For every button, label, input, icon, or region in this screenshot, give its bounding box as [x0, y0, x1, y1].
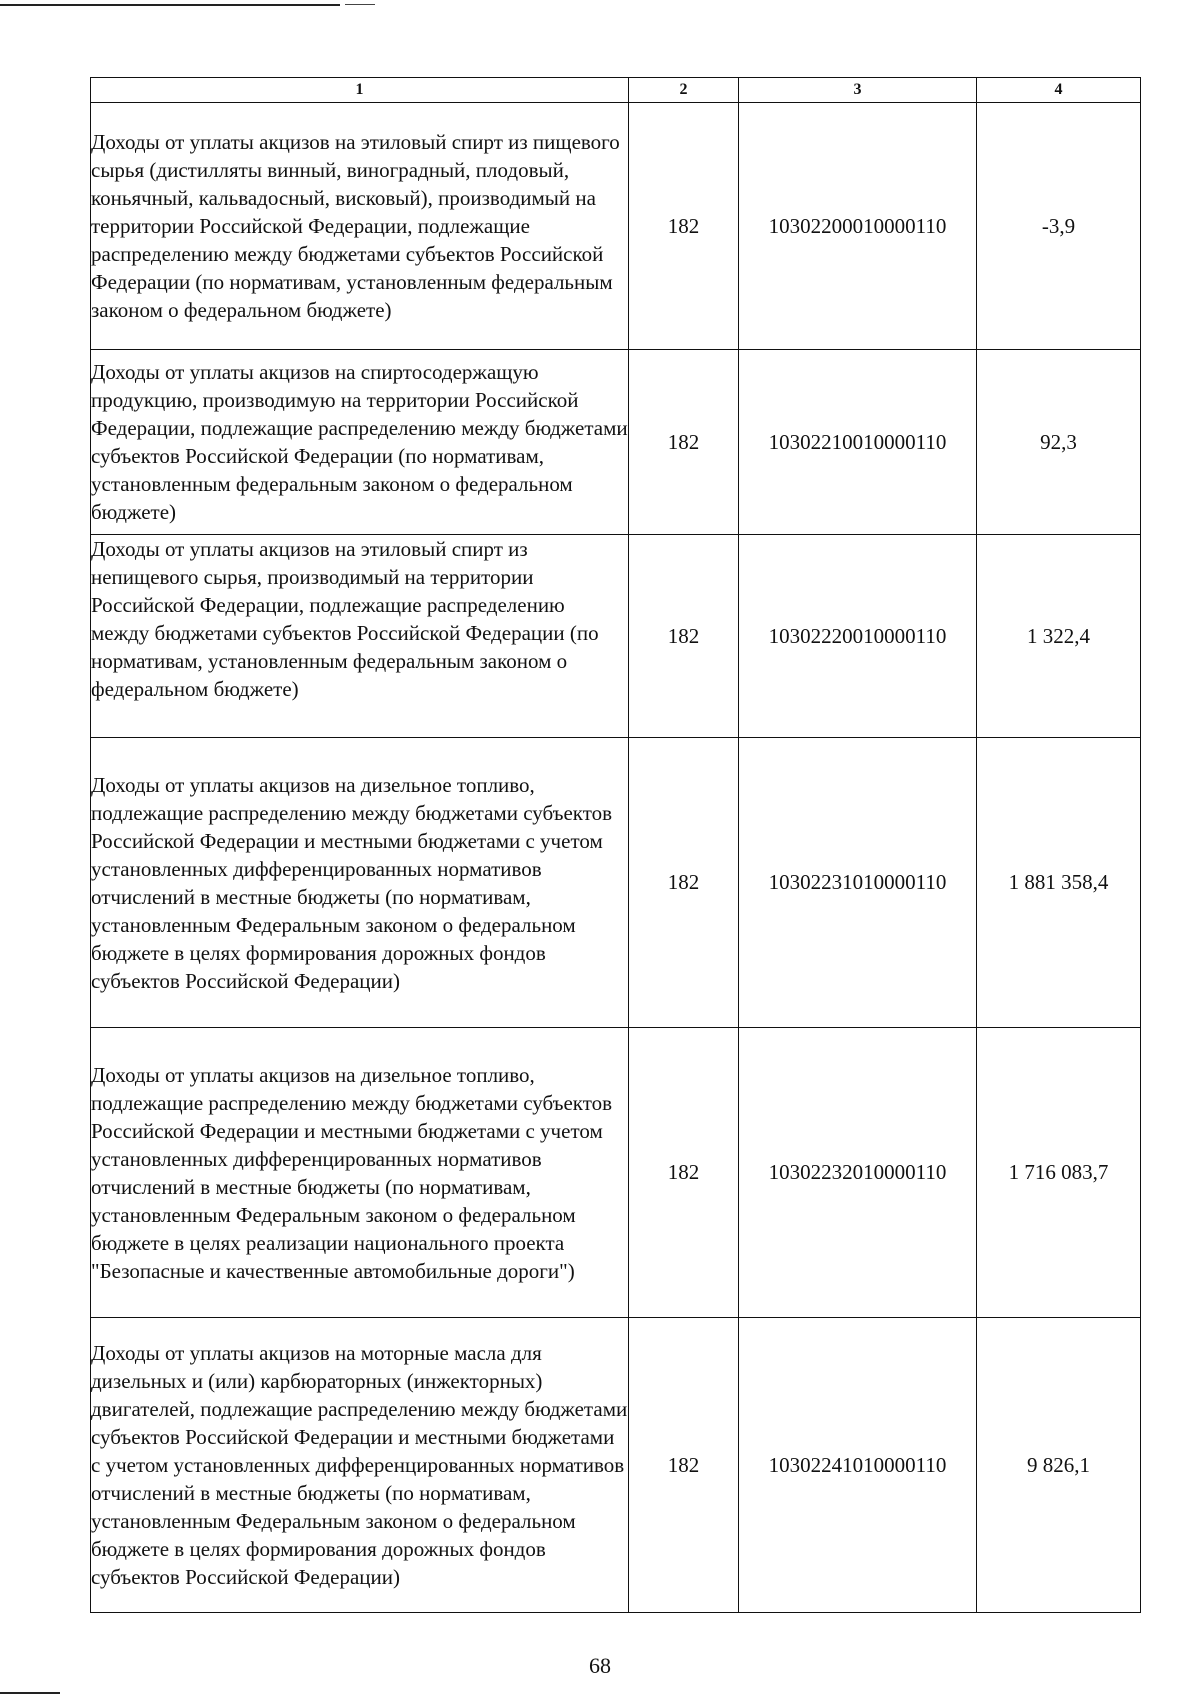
table-row — [91, 1028, 1141, 1318]
row-kbk-code: 10302231010000110 — [739, 738, 977, 1028]
row-kbk-code: 10302200010000110 — [739, 103, 977, 350]
row-amount: 92,3 — [977, 350, 1141, 535]
column-header-3: 3 — [739, 78, 977, 103]
table-header-row — [91, 78, 1141, 103]
scan-edge-line — [0, 1692, 60, 1694]
row-amount: -3,9 — [977, 103, 1141, 350]
row-amount: 1 881 358,4 — [977, 738, 1141, 1028]
table-row — [91, 103, 1141, 350]
column-header-2: 2 — [629, 78, 739, 103]
column-header-1: 1 — [91, 78, 629, 103]
row-admin-code: 182 — [629, 103, 739, 350]
row-description: Доходы от уплаты акцизов на дизельное топливо, подлежащие распределению между бюджетами субъектов Российской Федерации и местными бюджетами с учетом установленных дифференцированных нормативов отчислений в местные бюджеты (по нормативам, установленным Федеральным законом о федеральном бюджете в целях реализации национального проекта "Безопасные и качественные автомобильные дороги") — [91, 1028, 629, 1318]
page-number: 68 — [589, 1653, 611, 1678]
table-row — [91, 350, 1141, 535]
row-admin-code: 182 — [629, 738, 739, 1028]
row-admin-code: 182 — [629, 535, 739, 738]
row-kbk-code: 10302220010000110 — [739, 535, 977, 738]
table-row — [91, 535, 1141, 738]
row-description: Доходы от уплаты акцизов на моторные масла для дизельных и (или) карбюраторных (инжекторных) двигателей, подлежащие распределению между бюджетами субъектов Российской Федерации и местными бюджетами с учетом установленных дифференцированных нормативов отчислений в местные бюджеты (по нормативам, установленным Федеральным законом о федеральном бюджете в целях формирования дорожных фондов субъектов Российской Федерации) — [91, 1318, 629, 1613]
row-admin-code: 182 — [629, 350, 739, 535]
row-kbk-code: 10302210010000110 — [739, 350, 977, 535]
column-header-4: 4 — [977, 78, 1141, 103]
row-kbk-code: 10302232010000110 — [739, 1028, 977, 1318]
row-description: Доходы от уплаты акцизов на этиловый спирт из пищевого сырья (дистилляты винный, виноградный, плодовый, коньячный, кальвадосный, висковый), производимый на территории Российской Федерации, подлежащие распределению между бюджетами субъектов Российской Федерации (по нормативам, установленным федеральным законом о федеральном бюджете) — [91, 103, 629, 350]
row-amount: 1 322,4 — [977, 535, 1141, 738]
row-description: Доходы от уплаты акцизов на спиртосодержащую продукцию, производимую на территории Российской Федерации, подлежащие распределению между бюджетами субъектов Российской Федерации (по нормативам, установленным федеральным законом о федеральном бюджете) — [91, 350, 629, 535]
row-admin-code: 182 — [629, 1028, 739, 1318]
row-description: Доходы от уплаты акцизов на дизельное топливо, подлежащие распределению между бюджетами субъектов Российской Федерации и местными бюджетами с учетом установленных дифференцированных нормативов отчислений в местные бюджеты (по нормативам, установленным Федеральным законом о федеральном бюджете в целях формирования дорожных фондов субъектов Российской Федерации) — [91, 738, 629, 1028]
row-amount: 1 716 083,7 — [977, 1028, 1141, 1318]
row-amount: 9 826,1 — [977, 1318, 1141, 1613]
table-row — [91, 1318, 1141, 1613]
scan-edge-line — [345, 4, 375, 5]
row-kbk-code: 10302241010000110 — [739, 1318, 977, 1613]
row-description: Доходы от уплаты акцизов на этиловый спирт из непищевого сырья, производимый на территории Российской Федерации, подлежащие распределению между бюджетами субъектов Российской Федерации (по нормативам, установленным федеральным законом о федеральном бюджете) — [91, 535, 629, 738]
revenue-table — [90, 77, 1141, 1613]
scan-edge-line — [0, 4, 340, 6]
table-row — [91, 738, 1141, 1028]
row-admin-code: 182 — [629, 1318, 739, 1613]
